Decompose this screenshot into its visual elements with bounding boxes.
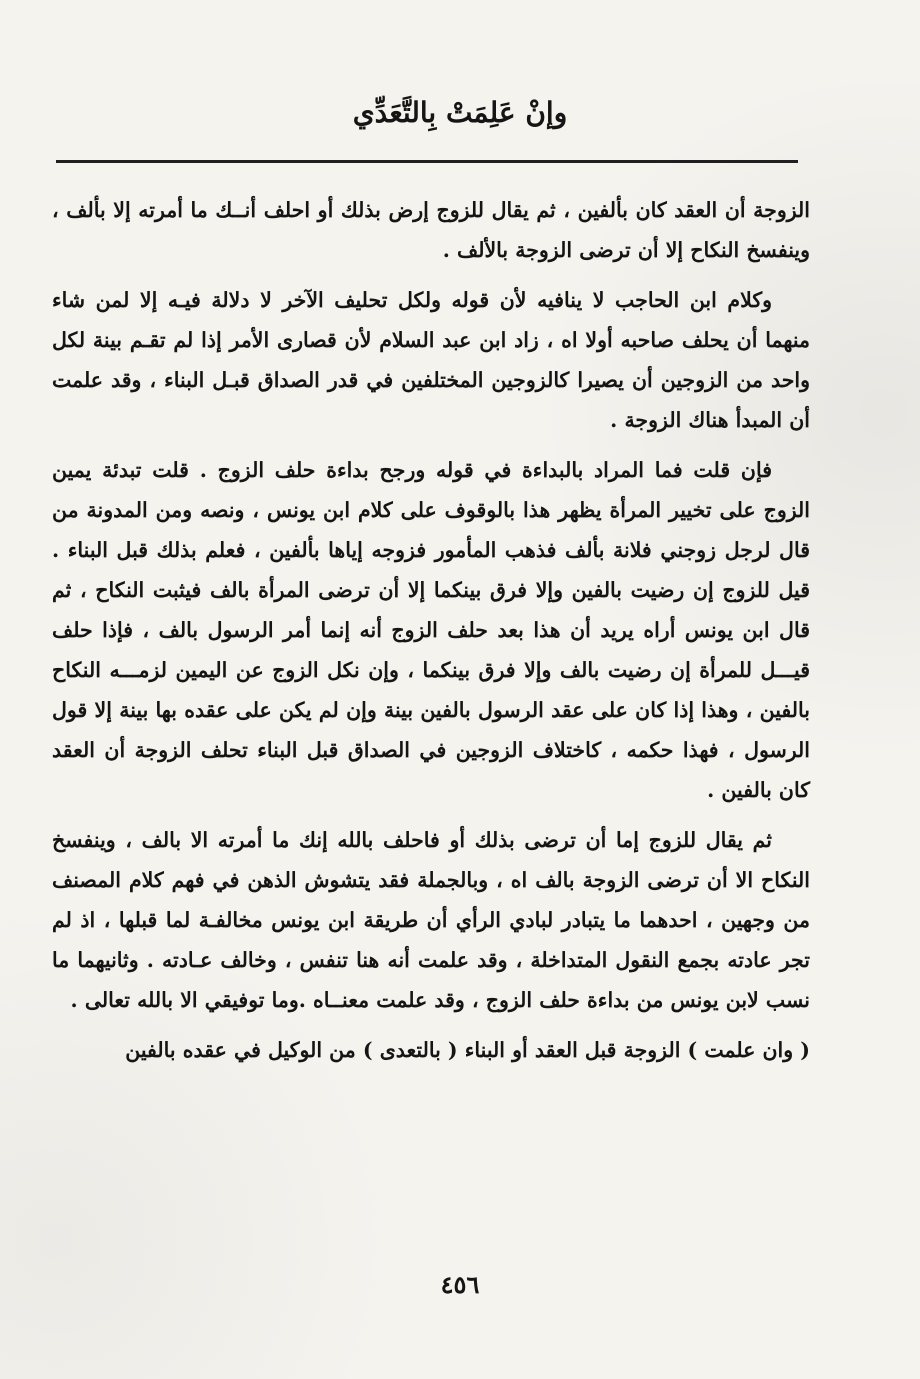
paragraph-4: ثم يقال للزوج إما أن ترضى بذلك أو فاحلف بالله إنك ما أمرته الا بالف ، وينفسخ النكاح الا أن ترضى الزوجة بالف اه ، وبالجملة فقد يتشوش الذهن في فهم كلام المصنف من وجهين ، احدهما ما يتبادر لبادي الرأي أن طريقة ابن يونس مخالفـة لما قبلها ، اذ لم تجر عادته بجمع النقول المتداخلة ، وقد علمت أنه هنا تنفس ، وخالف عـادته . وثانيهما ما نسب لابن يونس من بداءة حلف الزوج ، وقد علمت معنــاه .وما توفيقي الا بالله تعالى .: [52, 828, 810, 1012]
page-number: ٤٥٦: [440, 1270, 480, 1299]
body-text: [52, 190, 810, 1080]
header-rule: [56, 160, 798, 163]
page-title: وإنْ عَلِمَتْ بِالتَّعَدِّي: [352, 96, 568, 129]
paragraph-1: الزوجة أن العقد كان بألفين ، ثم يقال للزوج إرض بذلك أو احلف أنــك ما أمرته إلا بألف ، وينفسخ النكاح إلا أن ترضى الزوجة بالألف .: [52, 198, 810, 262]
paragraph-2: وكلام ابن الحاجب لا ينافيه لأن قوله ولكل تحليف الآخر لا دلالة فيـه إلا لمن شاء منهما أن يحلف صاحبه أولا اه ، زاد ابن عبد السلام لأن قصارى الأمر إذا لم تقـم بينة لكل واحد من الزوجين أن يصيرا كالزوجين المختلفين في قدر الصداق قبـل البناء ، وقد علمت أن المبدأ هناك الزوجة .: [52, 288, 810, 432]
paragraph-5: ( وان علمت ) الزوجة قبل العقد أو البناء ( بالتعدى ) من الوكيل في عقده بالفين: [125, 1038, 810, 1062]
paragraph-3: فإن قلت فما المراد بالبداءة في قوله ورجح بداءة حلف الزوج . قلت تبدئة يمين الزوج على تخيير المرأة يظهر هذا بالوقوف على كلام ابن يونس ، ونصه ومن المدونة من قال لرجل زوجني فلانة بألف فذهب المأمور فزوجه إياها بألفين ، فعلم بذلك قبل البناء . قيل للزوج إن رضيت بالفين وإلا فرق بينكما إلا أن ترضى المرأة بالف فيثبت النكاح ، ثم قال ابن يونس أراه يريد أن هذا بعد حلف الزوج أنه إنما أمر الرسول بالف ، فإذا حلف قيـــل للمرأة إن رضيت بالف وإلا فرق بينكما ، وإن نكل الزوج عن اليمين لزمـــه النكاح بالفين ، وهذا إذا كان على عقد الرسول بالفين بينة وإن لم يكن على عقده بها بينة إلا قول الرسول ، فهذا حكمه ، كاختلاف الزوجين في الصداق قبل البناء تحلف الزوجة أن العقد كان بالفين .: [52, 458, 810, 802]
